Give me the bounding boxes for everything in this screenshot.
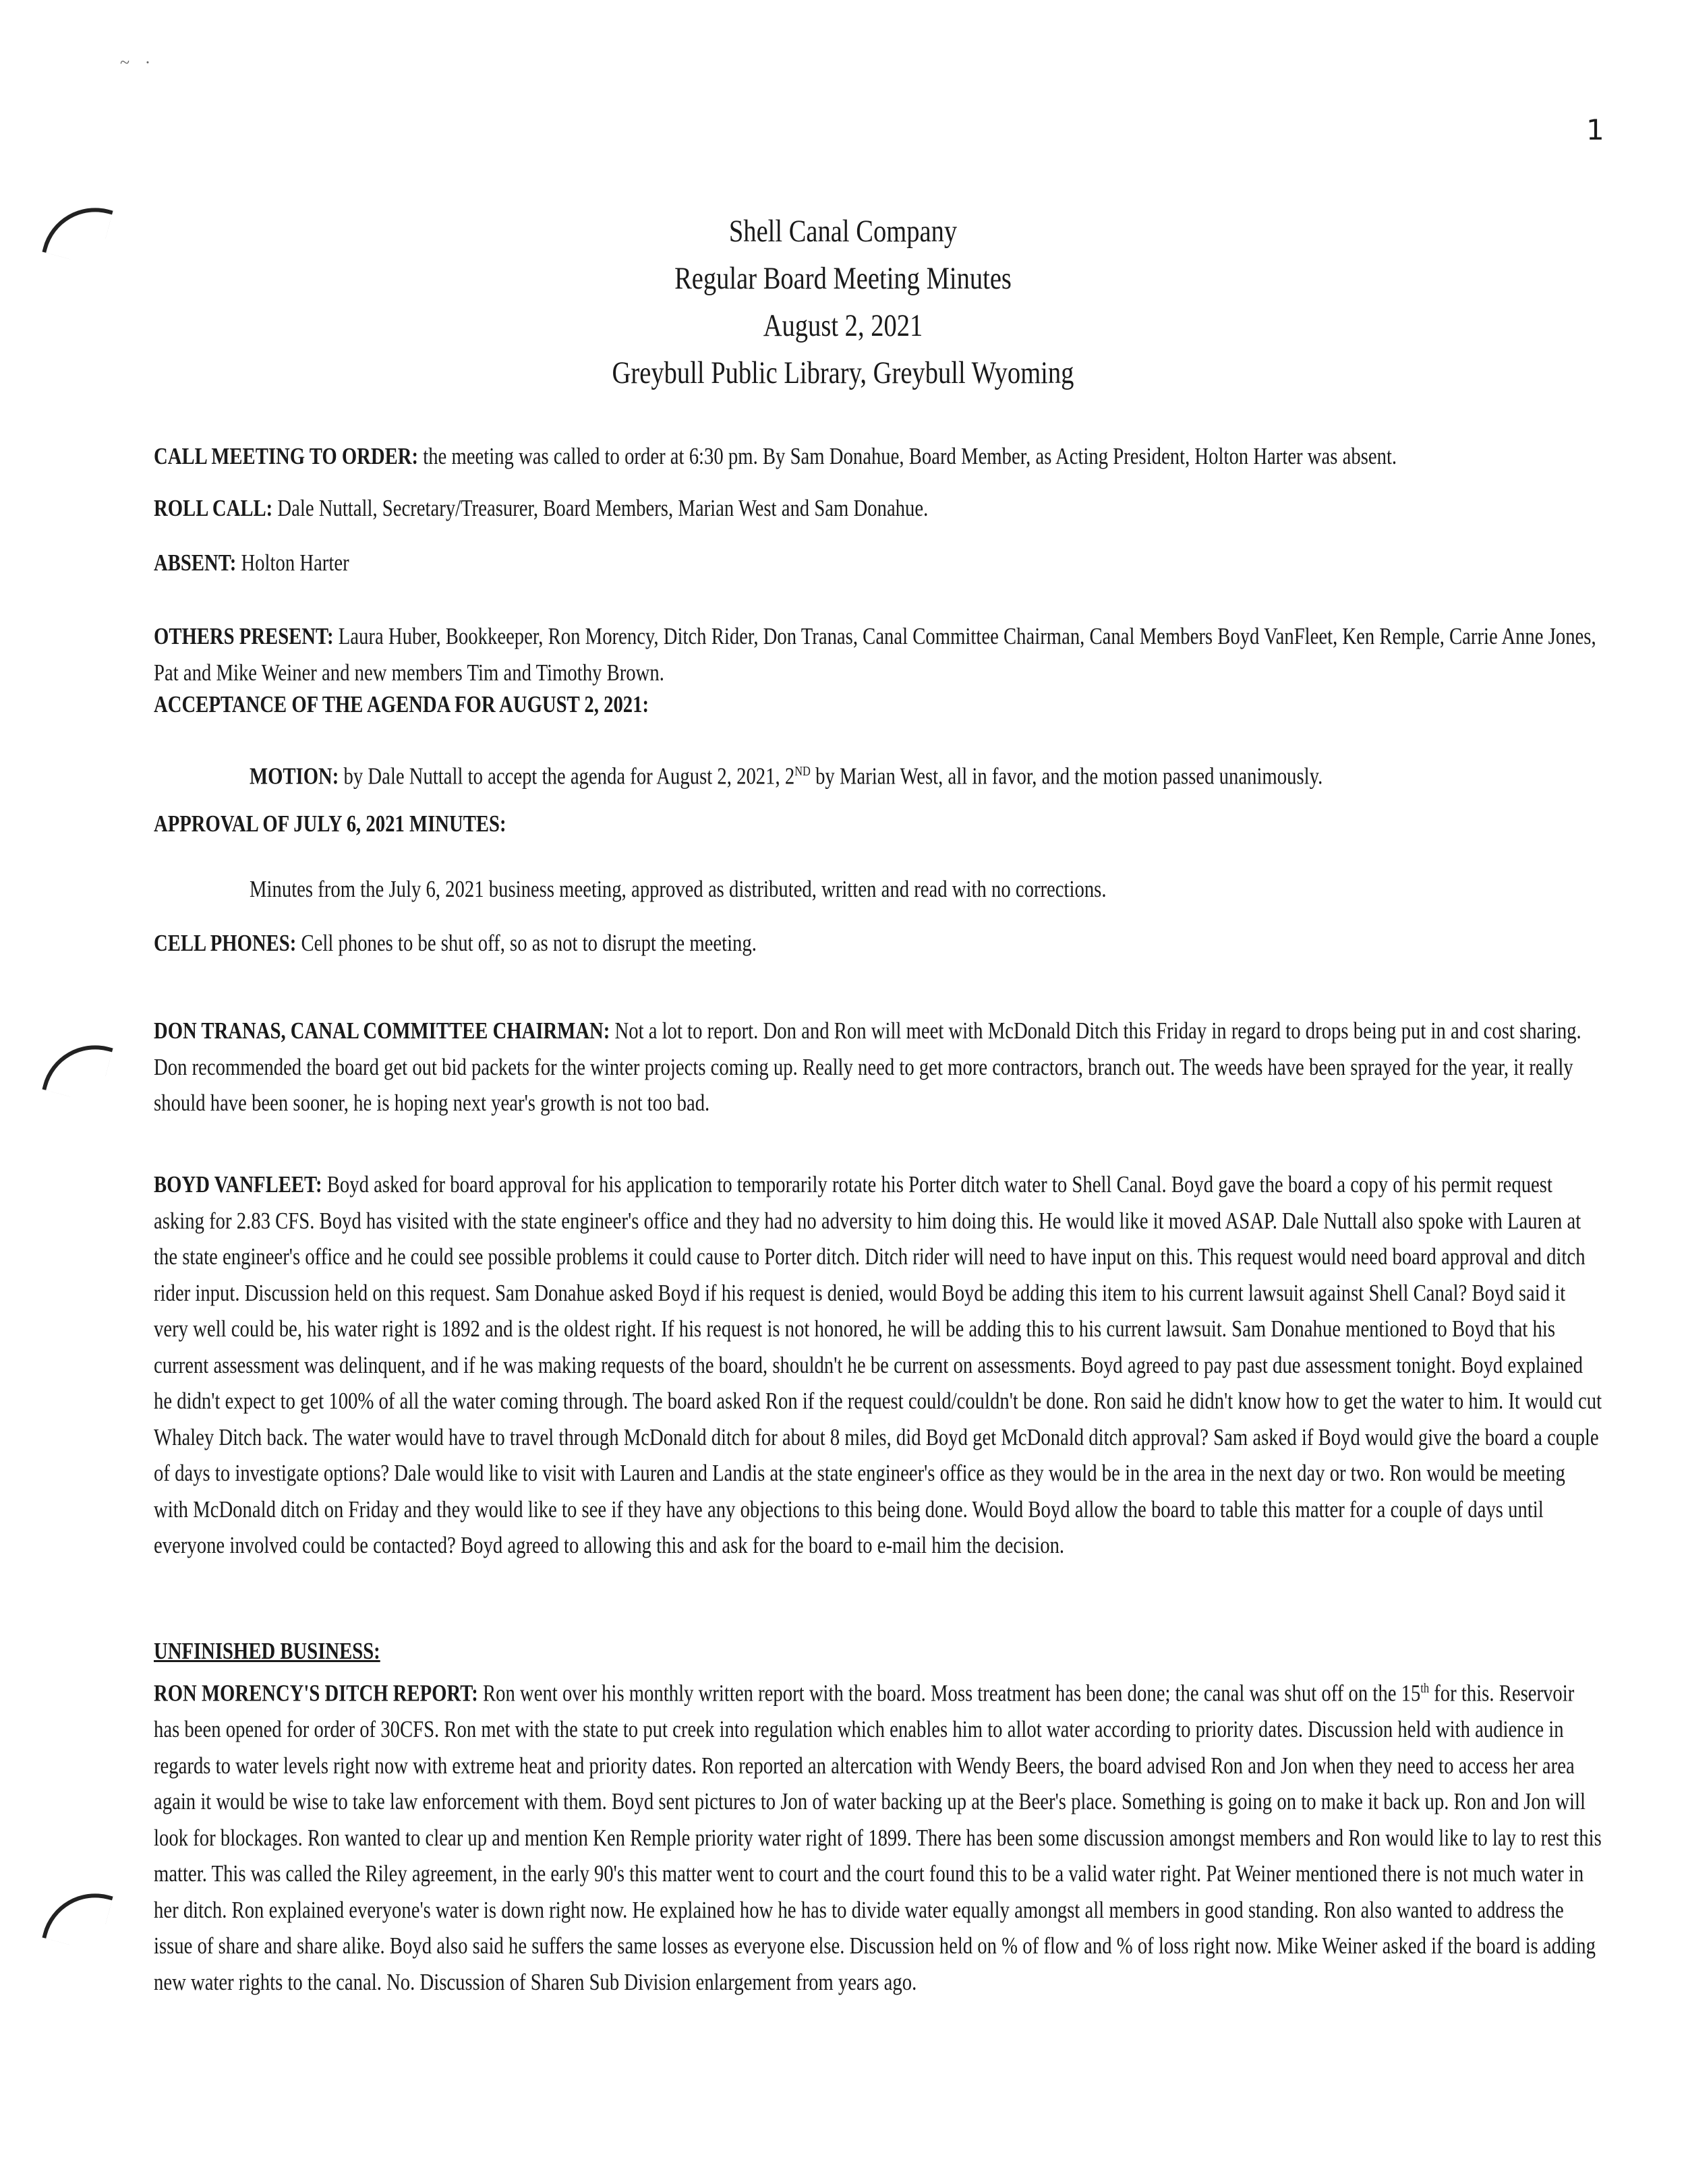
ditch-report-superscript: th	[1420, 1681, 1430, 1696]
cell-phones-label: CELL PHONES:	[154, 930, 297, 956]
cell-phones	[154, 925, 1602, 962]
punch-hole-bottom	[42, 1881, 113, 1952]
others-present-text: Laura Huber, Bookkeeper, Ron Morency, Ditch Rider, Don Tranas, Canal Committee Chairman, Canal Members Boyd VanFleet, Ken Remple, Carrie Anne Jones, Pat and Mike Weiner and new members Tim and Timothy Brown.	[154, 623, 1596, 686]
meeting-location: Greybull Public Library, Greybull Wyoming	[612, 355, 1074, 390]
punch-hole-middle	[42, 1033, 113, 1104]
boyd-vanfleet-text: Boyd asked for board approval for his application to temporarily rotate his Porter ditch water to Shell Canal. Boyd gave the board a copy of his permit request asking for 2.83 CFS. Boyd has visited with the state engineer's office and they had no adversity to him doing this. He would like it moved ASAP. Dale Nuttall also spoke with Lauren at the state engineer's office and he could see possible problems it could cause to Porter ditch. Ditch rider will need to have input on this. This request would need board approval and ditch rider input. Discussion held on this request. Sam Donahue asked Boyd if his request is denied, would Boyd be adding this item to his current lawsuit against Shell Canal? Boyd said it very well could be, his water right is 1892 and is the oldest right. If his request is not honored, he will be adding this to his current lawsuit. Sam Donahue mentioned to Boyd that his current assessment was delinquent, and if he was making requests of the board, shouldn't he be current on assessments. Boyd agreed to pay past due assessment tonight. Boyd explained he didn't expect to get 100% of all the water coming through. The board asked Ron if the request could/couldn't be done. Ron said he didn't know how to get the water to him. It would cut Whaley Ditch back. The water would have to travel through McDonald ditch for about 8 miles, did Boyd get McDonald ditch approval? Sam asked if Boyd would give the board a couple of days to investigate options? Dale would like to visit with Lauren and Landis at the state engineer's office as they would be in the area in the next day or two. Ron would be meeting with McDonald ditch on Friday and they would like to see if they have any objections to this being done. Would Boyd allow the board to table this matter for a couple of days until everyone involved could be contacted? Boyd agreed to allowing this and ask for the board to e-mail him the decision.	[154, 1171, 1602, 1558]
don-tranas-report	[154, 1013, 1602, 1121]
roll-call-text: Dale Nuttall, Secretary/Treasurer, Board Members, Marian West and Sam Donahue.	[272, 495, 929, 521]
boyd-vanfleet-label: BOYD VANFLEET:	[154, 1171, 322, 1198]
motion-text-2: by Marian West, all in favor, and the motion passed unanimously.	[810, 763, 1323, 790]
roll-call	[154, 490, 1602, 527]
don-tranas-text: Not a lot to report. Don and Ron will meet with McDonald Ditch this Friday in regard to drops being put in and cost sharing. Don recommended the board get out bid packets for the winter projects coming up. Really need to get more contractors, branch out. The weeds have been sprayed for the year, it really should have been sooner, he is hoping next year's growth is not too bad.	[154, 1017, 1581, 1116]
call-to-order-label: CALL MEETING TO ORDER:	[154, 443, 419, 469]
meeting-type: Regular Board Meeting Minutes	[674, 261, 1012, 296]
ditch-report-label: RON MORENCY'S DITCH REPORT:	[154, 1680, 478, 1707]
call-to-order-text: the meeting was called to order at 6:30 pm. By Sam Donahue, Board Member, as Acting President, Holton Harter was absent.	[418, 443, 1397, 469]
motion-label: MOTION:	[250, 763, 339, 790]
absent-label: ABSENT:	[154, 550, 237, 576]
motion-text-1: by Dale Nuttall to accept the agenda for August 2, 2021, 2	[339, 763, 795, 790]
call-to-order	[154, 438, 1602, 475]
boyd-vanfleet-report	[154, 1167, 1602, 1564]
ditch-report-text-1: Ron went over his monthly written report with the board. Moss treatment has been done; the canal was shut off on the 15	[477, 1680, 1421, 1707]
unfinished-business-heading	[154, 1633, 1602, 1670]
document-header	[0, 208, 1686, 396]
ditch-report-text-2: for this. Reservoir has been opened for order of 30CFS. Ron met with the state to put creek into regulation which enables him to allot water according to priority dates. Discussion held with audience in regards to water levels right now with extreme heat and priority dates. Ron reported an altercation with Wendy Beers, the board advised Ron and Jon when they need to access her area again it would be wise to take law enforcement with them. Boyd sent pictures to Jon of water backing up at the Beer's place. Something is going on to make it back up. Ron and Jon will look for blockages. Ron wanted to clear up and mention Ken Remple priority water right of 1899. There has been some discussion amongst members and Ron would like to lay to rest this matter. This was called the Riley agreement, in the early 90's this matter went to court and the court found this to be a valid water right. Pat Weiner mentioned there is not much water in her ditch. Ron explained everyone's water is down right now. He explained how he has to divide water equally amongst all members in good standing. Ron also wanted to address the issue of share and share alike. Boyd also said he suffers the same losses as everyone else. Discussion held on % of flow and % of loss right now. Mike Weiner asked if the board is adding new water rights to the canal. No. Discussion of Sharen Sub Division enlargement from years ago.	[154, 1680, 1602, 1995]
page-number: 1	[1586, 113, 1604, 146]
don-tranas-label: DON TRANAS, CANAL COMMITTEE CHAIRMAN:	[154, 1017, 610, 1044]
cell-phones-text: Cell phones to be shut off, so as not to disrupt the meeting.	[296, 930, 757, 956]
meeting-date: August 2, 2021	[763, 308, 923, 343]
agenda-heading: ACCEPTANCE OF THE AGENDA FOR AUGUST 2, 2021:	[154, 691, 649, 717]
unfinished-business-label: UNFINISHED BUSINESS:	[154, 1638, 380, 1664]
absent	[154, 545, 1602, 581]
motion-superscript: ND	[794, 764, 811, 779]
others-present	[154, 618, 1602, 690]
roll-call-label: ROLL CALL:	[154, 495, 273, 521]
minutes-approval-text: Minutes from the July 6, 2021 business meeting, approved as distributed, written and read with no corrections.	[250, 876, 1107, 902]
ditch-report	[154, 1671, 1602, 2000]
minutes-approval-heading: APPROVAL OF JULY 6, 2021 MINUTES:	[154, 810, 506, 837]
agenda-motion	[250, 754, 1588, 794]
company-name: Shell Canal Company	[728, 214, 958, 249]
absent-text: Holton Harter	[236, 550, 349, 576]
scan-mark: ~ ·	[120, 53, 156, 72]
others-present-label: OTHERS PRESENT:	[154, 623, 334, 649]
